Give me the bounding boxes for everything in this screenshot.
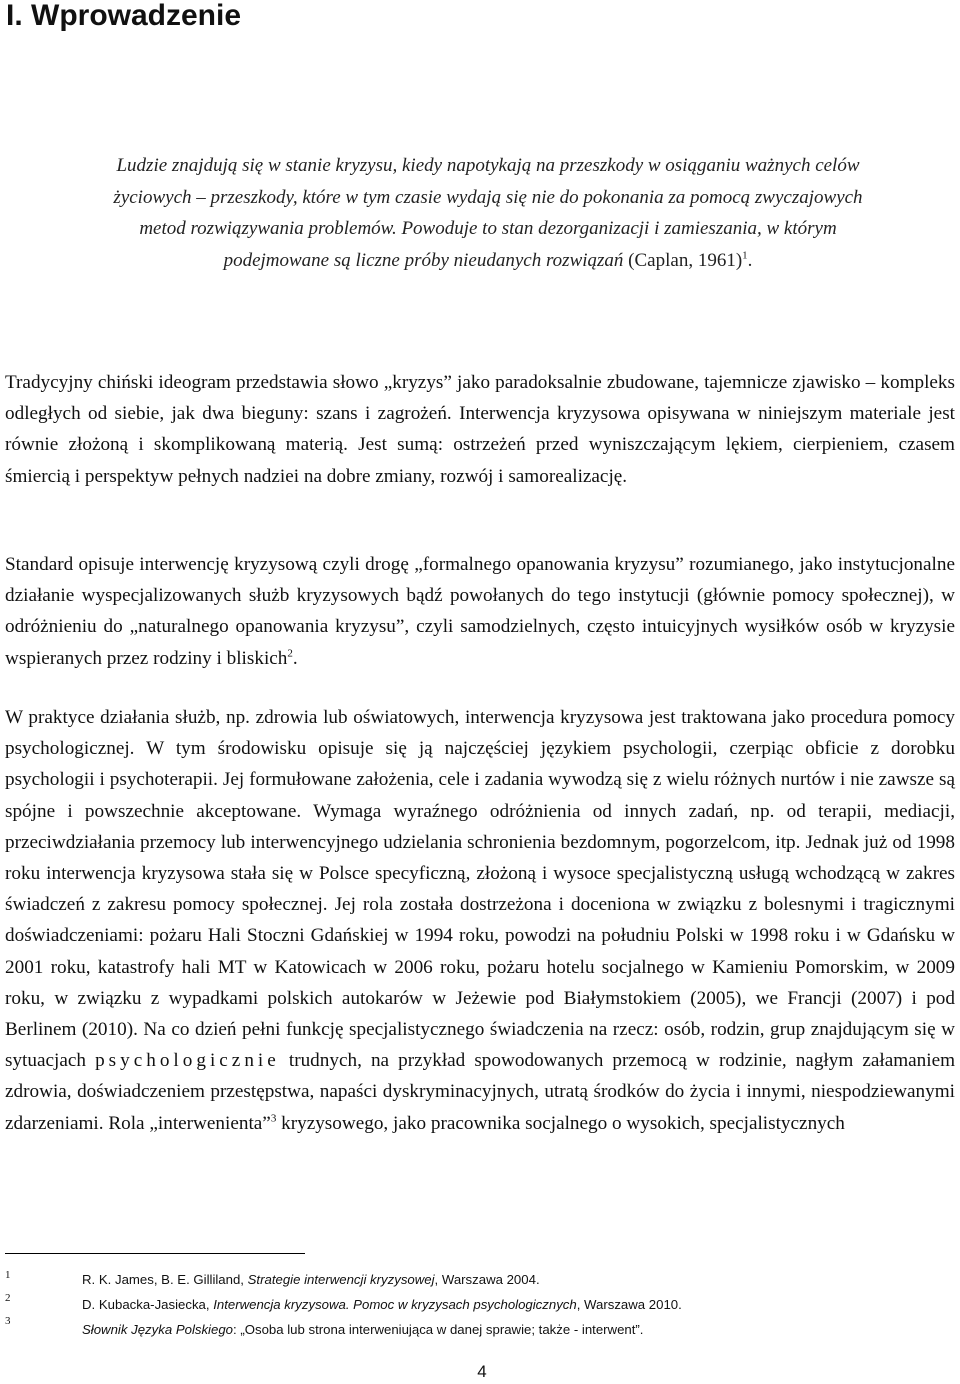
paragraph-praktyka-text-b: trudnych, na przykład spowodowanych przemocą w rodzinie, nagłym załamaniem zdrowia, doświadczeniem przestępstwa, napaści dyskryminacyjnych, utratą środków do życia i innymi, niespodziewanymi zdarzeniami. Rola „interwenienta” bbox=[5, 1050, 956, 1134]
paragraph-praktyka bbox=[5, 702, 955, 1139]
epigraph-citation: (Caplan, 1961) bbox=[628, 249, 743, 271]
footnote-2 bbox=[82, 1296, 942, 1314]
footnote-3 bbox=[82, 1321, 942, 1339]
footnote-title: Strategie interwencji kryzysowej bbox=[247, 1272, 435, 1287]
footnote-ref-1[interactable]: 1 bbox=[742, 249, 748, 262]
footnote-text: , Warszawa 2004. bbox=[434, 1272, 540, 1287]
footnote-1 bbox=[82, 1271, 942, 1289]
paragraph-standard-text: Standard opisuje interwencję kryzysową czyli drogę „formalnego opanowania kryzysu” rozumianego, jako instytucjonalne działanie wyspecjalizowanych służb kryzysowych bądź powołanych do tego instytucji (głównie pomocy społecznej), w odróżnieniu do „naturalnego opanowania kryzysu”, czyli samodzielnych, często intuicyjnych wysiłków osób w kryzysie wspieranych przez rodziny i bliskich bbox=[5, 554, 955, 669]
footnote-number: 3 bbox=[5, 1315, 11, 1327]
footnote-ref-3[interactable]: 3 bbox=[270, 1112, 277, 1125]
epigraph-quote bbox=[88, 150, 888, 276]
paragraph-kryzys: Tradycyjny chiński ideogram przedstawia słowo „kryzys” jako paradoksalnie zbudowane, tajemnicze zjawisko – kompleks odległych od siebie, jak dwa bieguny: szans i zagrożeń. Interwencja kryzysowa opisywana w niniejszym materiale jest równie złożoną i skomplikowaną materią. Jest sumą: ostrzeżeń przed wyniszczającym lękiem, cierpieniem, czasem śmiercią i perspektyw pełnych nadziei na dobre zmiany, rozwój i samorealizację. bbox=[5, 372, 955, 487]
footnote-ref-2[interactable]: 2 bbox=[287, 647, 293, 660]
paragraph-standard bbox=[5, 549, 955, 674]
epigraph-text: Ludzie znajdują się w stanie kryzysu, kiedy napotykają na przeszkody w osiąganiu ważnych celów życiowych – przeszkody, które w tym czasie wydają się nie do pokonania za pomocą zwyczajowych metod rozwiązywania problemów. Powoduje to stan dezorganizacji i zamieszania, w którym podejmowane są liczne próby nieudanych rozwiązań bbox=[113, 155, 863, 271]
page-number: 4 bbox=[477, 1362, 487, 1381]
paragraph-praktyka-text-a: W praktyce działania służb, np. zdrowia lub oświatowych, interwencja kryzysowa jest traktowana jako procedura pomocy psychologicznej. W tym środowisku opisuje się ją najczęściej językiem psychologii, czerpiąc obficie z dorobku psychologii i psychoterapii. Jej formułowane założenia, cele i zadania wywodzą się z wielu różnych nurtów i nie zawsze są spójne i powszechnie akceptowane. Wymaga wyraźnego odróżnienia od innych zadań, np. od terapii, mediacji, przeciwdziałania przemocy lub interwencyjnego udzielania schronienia bezdomnym, pogorzelcom, itp. Jednak już od 1998 roku interwencja kryzysowa stała się w Polsce specyficzną, złożoną i wysoce specjalistyczną usługą wchodzącą w zakres świadczeń z zakresu pomocy społecznej. Jej rola została dostrzeżona i doceniona w związku z bolesnymi i tragicznymi doświadczeniami: pożaru Hali Stoczni Gdańskiej w 1994 roku, powodzi na południu Polski w 1998 roku i w Gdańsku w 2001 roku, katastrofy hali MT w Katowicach w 2006 roku, pożaru hotelu socjalnego w Kamieniu Pomorskim, w 2009 roku, w związku z wypadkami polskich autokarów w Jeżewie pod Białymstokiem (2005), we Francji (2007) i pod Berlinem (2010). Na co dzień pełni funkcję specjalistycznego świadczenia na rzecz: osób, rodzin, grup znajdującym się w sytuacjach bbox=[5, 707, 955, 1072]
epigraph-end: . bbox=[747, 249, 753, 271]
paragraph-standard-end: . bbox=[292, 647, 298, 669]
footnote-text: D. Kubacka-Jasiecka, bbox=[82, 1297, 214, 1312]
spaced-word: psychologicznie bbox=[95, 1050, 280, 1072]
footnote-title: Interwencja kryzysowa. Pomoc w kryzysach psychologicznych bbox=[213, 1297, 577, 1312]
chapter-heading: I. Wprowadzenie bbox=[6, 0, 242, 32]
footnote-title: Słownik Języka Polskiego bbox=[82, 1322, 233, 1337]
footnote-text: , Warszawa 2010. bbox=[576, 1297, 682, 1312]
footnote-number: 2 bbox=[5, 1292, 11, 1304]
footnote-number: 1 bbox=[5, 1269, 11, 1281]
footnote-text: R. K. James, B. E. Gilliland, bbox=[82, 1272, 248, 1287]
paragraph-praktyka-text-c: kryzysowego, jako pracownika socjalnego o wysokich, specjalistycznych bbox=[281, 1112, 845, 1134]
footnote-divider bbox=[5, 1253, 305, 1254]
footnote-text: : „Osoba lub strona interweniująca w danej sprawie; także - interwent”. bbox=[233, 1322, 644, 1337]
